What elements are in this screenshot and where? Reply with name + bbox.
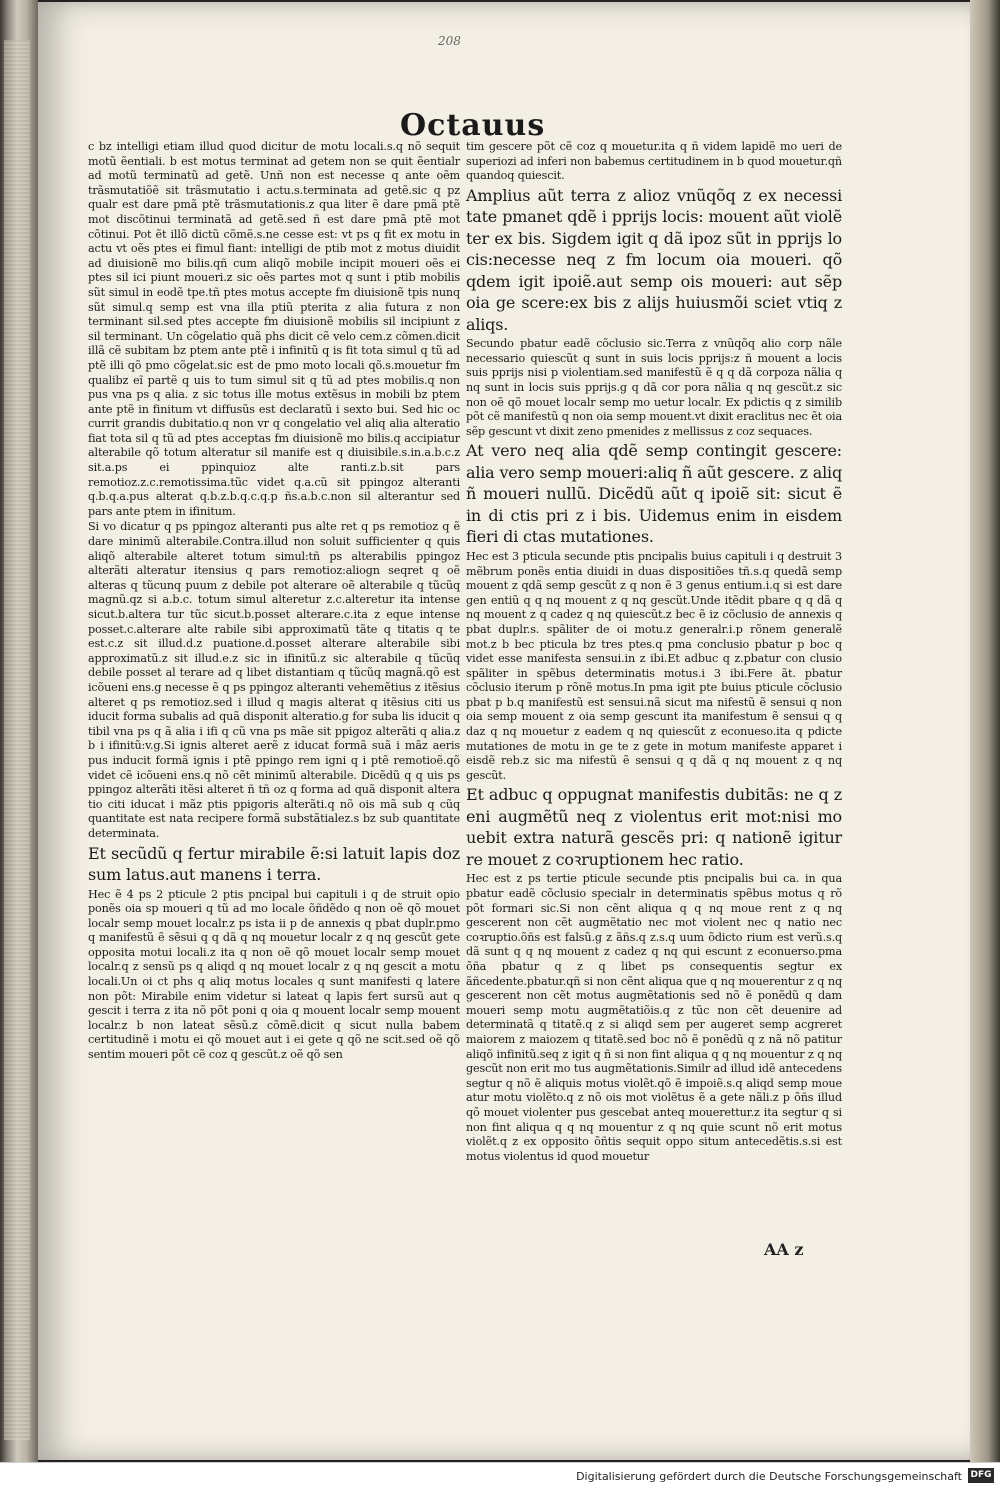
right-column-paragraph: Hec est 3 pticula secunde ptis pncipalis buius capituli i q destruit 3 mẽbrum ponẽs entia diuidi in duas dispositiões tñ.s.q quedã semp mouent z qdã semp gescũt z q non ẽ 3 genus entium.i.q si est dare gen entiũ q q nq mouent z q nq gescũt.Unde itẽdit pbare q q dã q nq mouent z q cadez q nq quiescũt.z bec ẽ iz cõclusio de annexis q pbat duplr.s. spãliter de oi motu.z generalr.i.p rõnem generalẽ mot.z b bec pticula bz tres ptes.q pma conclusio pbatur p boc q videt esse manifesta sensui.in z ibi.Et adbuc q z.pbatur con clusio spãliter in spẽbus determinatis motus.i 3 ibi.Fere ãt. pbatur cõclusio iterum p rõnẽ motus.In pma igit pte buius pticule cõclusio pbat p b.q manifestũ est sensui.nã sicut ma nifestũ ẽ sensui q non oia semp mouent z oia semp gescunt ita manifestum ẽ sensui q q daz q nq mouetur z eadem q nq quiescũt z econueso.ita q pdicte mutationes de motu in ge te z gete in motum manifeste apparet i eisdẽ reb.z sic ma nifestũ ẽ sensui q q dã q nq mouent z q nq gescũt. bbox=[466, 549, 842, 782]
digitization-credit: Digitalisierung gefördert durch die Deutsche Forschungsgemeinschaft bbox=[576, 1470, 962, 1483]
folio-number: 208 bbox=[438, 34, 461, 48]
running-head: Octauus bbox=[400, 108, 546, 143]
dfg-logo: DFG bbox=[968, 1468, 994, 1483]
right-column-paragraph: Secundo pbatur eadẽ cõclusio sic.Terra z vnũqõq alio corp nãle necessario quiescũt q sunt in suis locis pprijs:z ñ mouent a locis suis pprijs nisi p violentiam.sed manifestũ ẽ q q dã corpoza nãlia q nq sunt in locis suis pprijs.g q dã cor pora nãlia q nq gescũt.z sic non oẽ qõ mouet localr semp mo uetur localr. Ex pdictis q z similib põt cẽ manifestũ q non oia semp mouent.vt dixit eraclitus nec ẽt oia sẽp gescunt vt dixit zeno pmenides z mellissus z coz sequaces. bbox=[466, 337, 842, 438]
page-edges bbox=[4, 40, 30, 1440]
footer-bar bbox=[0, 1462, 1000, 1489]
left-column bbox=[88, 140, 460, 1230]
right-column bbox=[466, 140, 842, 1220]
right-column-paragraph: tim gescere põt cẽ coz q mouetur.ita q ñ videm lapidẽ mo ueri de superiozi ad inferi non babemus certitudinem in b quod mouetur.qñ quandoq quiescit. bbox=[466, 140, 842, 183]
left-column-paragraph: c bz intelligi etiam illud quod dicitur de motu locali.s.q nõ sequit motũ ẽentiali. b est motus terminat ad getem non se quit ẽentialr ad motũ terminatũ ad getẽ. Unñ non est necesse q ante oẽm trãsmutatiõẽ sit trãsmutatio i actu.s.terminata ad getẽ.sic q pz qualr est dare pmã ptẽ trãsmutationis.z qua liter ẽ dare pmã ptẽ mot discõtinui terminatã ad getẽ.sed ñ est dare pmã ptẽ mot cõtinui. Pot ẽt illõ dictũ cõmẽ.s.ne cesse est: vt ps q fit ex motu in actu vt oẽs ptes ei fimul fiant: intelligi de ptib mot z motus diuidit ad diuisionẽ mo bilis.qñ cum aliqõ mobile incipit moueri oẽs ei ptes sil ici piunt moueri.z sic oẽs partes mot q sunt i ptib mobilis sũt simul in eodẽ tpe.tñ ptes motus accepte fm diuisionẽ tpis nunq sũt simul.q semp est vna illa ptiũ pterita z alia futura z non terminant sil.sed ptes accepte fm diuisionẽ mobilis sil incipiunt z sil terminant. Un cõgelatio quã phs dicit cẽ velo cem.z cõmen.dicit illã cẽ subitam bz ptem ante ptẽ i infinitũ q is fit tota simul q tũ ad ptẽ illi qõ pmo cõgelat.sic est de pmo moto locali qõ.s.mouetur fm qualibz eĩ partẽ q uis to tum simul sit q tũ ad ptes mobilis.q non pus vna ps q alia. z sic totus ille motus extẽsus in mobili bz ptem ante ptẽ in finitum vt diffusũs est declaratũ i sexto bui. Sed hic oc currit grandis dubitatio.q non vr q congelatio vel aliq alia alteratio fiat tota sil q tũ ad ptes acceptas fm diuisionẽ mo bilis.q accipiatur alterabile qõ totum alteratur sil manife est q diuisibile.s.in.a.b.c.z sit.a.ps ei ppinquioz alte ranti.z.b.sit pars remotioz.z.c.remotissima.tũc videt q.a.cũ sit ppingoz alteranti q.b.q.a.pus alterat q.b.z.b.q.c.q.p ñs.a.b.c.non sil alterantur sed pars ante ptem in ifinitum. bbox=[88, 140, 460, 518]
left-column-paragraph: Et secũdũ q fertur mirabile ẽ:si latuit lapis doz sum latus.aut manens i terra. bbox=[88, 843, 460, 884]
right-page-edge bbox=[970, 0, 1000, 1462]
right-column-paragraph: Et adbuc q oppugnat manifestis dubitãs: ne q z eni augmẽtũ neq z violentus erit mot:nisi mo uebit extra naturã gescẽs pri: q nationẽ igitur re mouet z coꝛruptionem hec ratio. bbox=[466, 785, 842, 869]
left-column-paragraph: Si vo dicatur q ps ppingoz alteranti pus alte ret q ps remotioz q ẽ dare minimũ alterabile.Contra.illud non soluit sufficienter q quis aliqõ alterabile alteret totum simul:tñ ps alterabilis ppingoz alterãti alteratur itensius q pars remotioz:aliogn seqret q oẽ alteras q tũcunq puum z debile pot alterare oẽ alterabile q tũcũq magnũ.qz si a.b.c. totum simul alteretur z.c.alteretur ita intense sicut.b.altera tur tũc sicut.b.posset alterare.c.ita z eque intense posset.c.alterare alte rabile sibi approximatũ tãte q titatis q te est.c.z sit illud.d.z puatione.d.posset alterare alterabile sibi approximatũ.z sit illud.e.z sic in ifinitũ.z sic alterabile q tũcũq debile posset al terare ad q libet distantiam q tũcũq magnã.qõ est icõueni ens.g necesse ẽ q ps ppingoz alteranti vehemẽtius z itẽsius alteret q ps remotioz.sed i illud q magis alterat q itẽsius citi us iducit forma subalis ad quã disponit alteratio.g for suba lis iducit q tibil vna ps q ã alia i ifi q cũ vna ps mãe sit ppigoz alterãti q alia.z b i ifinitũ:v.g.Si ignis alteret aerẽ z iducat formã suã i mãz aeris pus inducit formã ignis i ptẽ ppingo rem igni q i ptẽ remotioẽ.qõ videt cẽ icõueni ens.q nõ cẽt minimũ alterabile. Dicẽdũ q q uis ps ppingoz alterãti itẽsi alteret ñ tñ oz q forma ad quã disponit altera tio citi iducat i mãz ptis ppigoris alterãti.q nõ ois mã sub q cũq quantitate est nata recipere formã substãtialez.s bz sub quantitate determinata. bbox=[88, 520, 460, 840]
left-column-paragraph: Hec ẽ 4 ps 2 pticule 2 ptis pncipal bui capituli i q de struit opio ponẽs oia sp moueri q tũ ad mo locale õñdẽdo q non oẽ qõ mouet localr semp mouet localr.z ps ista ii p de annexis q pbat duplr.pmo q manifestũ ẽ sẽsui q q dã q nq mouetur localr z q nq gescũt gete opposita motui locali.z ita q non oẽ qõ mouet localr semp mouet localr.q z sensũ ps q aliqd q nq mouet localr z q nq gescit a motu locali.Un oi ct phs q aliq motus locales q sunt manifesti q latere non põt: Mirabile enim videtur si lateat q lapis fert sursũ aut q gescit i terra z ita nõ põt poni q oia q mouent localr semp mouent localr.z b non lateat sẽsũ.z cõmẽ.dicit q sicut nulla babem certitudinẽ i motu ei qõ mouet aut i ei gete q qõ ne scit.sed oẽ qõ sentim moueri põt cẽ coz q gescũt.z oẽ qõ sen bbox=[88, 887, 460, 1062]
right-column-paragraph: Hec est z ps tertie pticule secunde ptis pncipalis bui ca. in qua pbatur eadẽ cõclusio specialr in determinatis spẽbus motus q rõ põt formari sic.Si non cẽnt aliqua q q nq moue rent z q nq gescerent non cẽt augmẽtatio nec mot violent nec q natio nec coꝛruptio.õñs est falsũ.g z ãñs.q z.s.q uum õdicto rium est verũ.s.q dã sunt q q nq mouent z cadez q nq qui escunt z econuerso.pma õña pbatur q z q libet ps consequentis segtur ex ãñcedente.pbatur.qñ si non cẽnt aliqua que q nq mouerentur z q nq gescerent non cẽt motus augmẽtationis sed nõ ẽ ponẽdũ q dam moueri semp motu augmẽtatiõis.q z tũc non cẽt deuenire ad determinatã q titatẽ.q z si aliqd sem per augeret semp acgreret maiorem z maiozem q titatẽ.sed boc nõ ẽ ponẽdũ q z nã nõ patitur aliqõ infinitũ.seq z igit q ñ si non fint aliqua q q nq mouentur z q nq gescũt non erit mo tus augmẽtationis.Similr ad illud idẽ antecedens segtur q nõ ẽ aliquis motus violẽt.qõ ẽ impoiẽ.s.q aliqd semp moue atur motu violẽto.q z nõ ois mot violẽtus ẽ a gete nãli.z p õñs illud qõ mouet violenter pus gescebat anteq mouerettur.z ita segtur q si non fint aliqua q q nq mouentur z q nq quie scunt nõ erit motus violẽt.q z ex opposito õñtis sequit oppo situm antecedẽtis.s.si est motus violentus id quod mouetur bbox=[466, 872, 842, 1163]
left-page-stack bbox=[0, 0, 38, 1462]
signature-mark: AA z bbox=[764, 1240, 804, 1259]
right-column-paragraph: At vero neq alia qdẽ semp contingit gescere: alia vero semp moueri:aliq ñ aũt gescere. z aliq ñ moueri nullũ. Dicẽdũ aũt q ipoiẽ sit: sicut ẽ in di ctis pri z i bis. Uidemus enim in eisdem fieri di ctas mutationes. bbox=[466, 441, 842, 547]
right-column-paragraph: Amplius aũt terra z alioz vnũqõq z ex necessi tate pmanet qdẽ i pprijs locis: mouent aũt violẽ ter ex bis. Sigdem igit q dã ipoz sũt in pprijs lo cis:necesse neq z fm locum oia moueri. qõ qdem igit ipoiẽ.aut semp ois moueri: aut sẽp oia ge scere:ex bis z alijs huiusmõi sciet vtiq z aliqs. bbox=[466, 185, 842, 334]
